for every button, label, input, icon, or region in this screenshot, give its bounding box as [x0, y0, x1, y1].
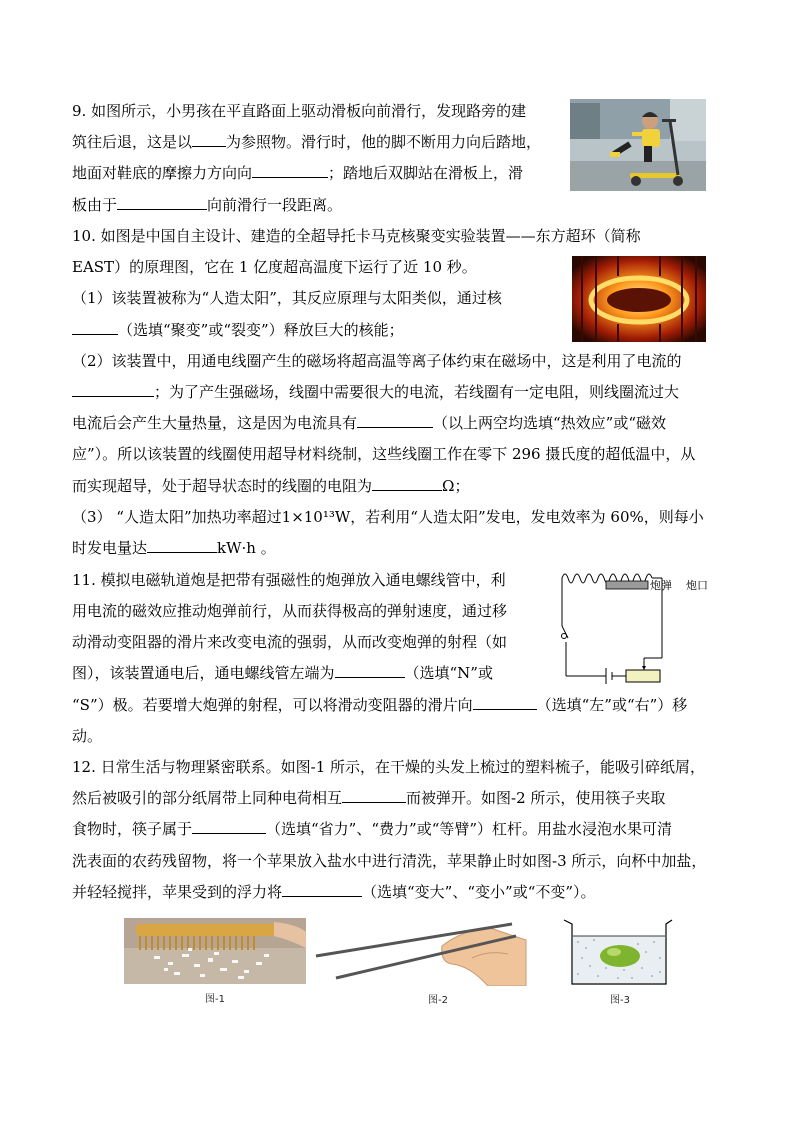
comb-paper-photo: [124, 918, 306, 984]
q11-text: （选填“左”或“右”）移: [536, 696, 688, 714]
q10-text: ；为了产生强磁场，线圈中需要很大的电流，若线圈有一定电阻，则线圈流过大: [154, 383, 680, 401]
q10-line-8: 应”）。所以该装置的线圈使用超导材料绕制，这些线圈工作在零下 296 摄氏度的超低温中，从: [72, 445, 696, 463]
chopsticks-photo: [312, 916, 532, 986]
q10-text: （选填“聚变”或“裂变”）释放巨大的核能；: [118, 321, 404, 339]
q12-text: （选填“变大”、“变小”或“不变”）。: [362, 883, 596, 901]
q10-text: Ω；: [442, 477, 470, 495]
q10-text: 电流后会产生大量热量，这是因为电流具有: [72, 414, 358, 432]
q9-text: 为参照物。滑行时，他的脚不断用力向后踏地，: [226, 133, 542, 151]
shell-label: 炮弹: [650, 579, 672, 592]
scooter-photo: [570, 99, 706, 191]
figure-2-caption: 图-2: [428, 995, 448, 1006]
q10-line-4: [72, 320, 404, 340]
q9-text: 板由于: [72, 196, 118, 214]
q9-blank-3[interactable]: [117, 195, 207, 210]
muzzle-label: 炮口: [686, 579, 708, 592]
q11-text: （选填“N”或: [404, 664, 493, 682]
q10-text: kW·h 。: [217, 539, 276, 557]
q12-line-5: [72, 882, 596, 902]
q12-text: 而被弹开。如图-2 所示，使用筷子夹取: [406, 789, 666, 807]
q9-blank-2[interactable]: [252, 163, 328, 178]
q12-line-1: 12. 日常生活与物理紧密联系。如图-1 所示，在干燥的头发上梳过的塑料梳子，能吸引碎纸屑，: [72, 758, 706, 776]
q11-line-5: [72, 695, 687, 715]
q11-blank-1[interactable]: [335, 663, 405, 678]
q9-line-1: 9. 如图所示，小男孩在平直路面上驱动滑板向前滑行，发现路旁的建: [72, 102, 527, 120]
q11-line-6: 动。: [72, 727, 103, 745]
q10-blank-1[interactable]: [72, 320, 118, 335]
q11-line-3: 动滑动变阻器的滑片来改变电流的强弱，从而改变炮弹的射程（如: [72, 633, 508, 651]
q10-line-9: [72, 476, 469, 496]
figure-3-caption: 图-3: [610, 995, 630, 1006]
q12-blank-1[interactable]: [342, 788, 406, 803]
q9-blank-1[interactable]: [192, 132, 226, 147]
q12-line-4: 洗表面的农药残留物，将一个苹果放入盐水中进行清洗，苹果静止时如图-3 所示，向杯中加盐，: [72, 852, 707, 870]
q9-text: ；踏地后双脚站在滑板上，滑: [328, 164, 524, 182]
railgun-circuit-diagram: [548, 566, 718, 688]
tokamak-photo: [572, 256, 706, 342]
q9-line-2: [72, 132, 541, 152]
q10-text: 而实现超导，处于超导状态时的线圈的电阻为: [72, 477, 373, 495]
q12-text: （选填“省力”、“费力”或“等臂”）杠杆。用盐水浸泡水果可清: [266, 820, 673, 838]
q10-line-7: [72, 413, 666, 433]
q12-text: 并轻轻搅拌，苹果受到的浮力将: [72, 883, 283, 901]
q9-text: 向前滑行一段距离。: [207, 196, 343, 214]
q9-line-3: [72, 163, 523, 183]
q11-blank-2[interactable]: [473, 695, 537, 710]
q11-text: “S”）极。若要增大炮弹的射程，可以将滑动变阻器的滑片向: [72, 696, 473, 714]
q11-line-2: 用电流的磁效应推动炮弹前行，从而获得极高的弹射速度，通过移: [72, 602, 508, 620]
q10-blank-3[interactable]: [357, 413, 433, 428]
q10-text: 时发电量达: [72, 539, 148, 557]
q12-line-3: [72, 819, 672, 839]
figure-1-caption: 图-1: [205, 994, 225, 1005]
q12-line-2: [72, 788, 665, 808]
q9-line-4: [72, 195, 342, 215]
q10-blank-4[interactable]: [372, 476, 442, 491]
q10-blank-2[interactable]: [72, 382, 154, 397]
beaker-apple-diagram: [562, 918, 674, 986]
q11-line-1: 11. 模拟电磁轨道炮是把带有强磁性的炮弹放入通电螺线管中，利: [72, 571, 506, 589]
q10-text: （以上两空均选填“热效应”或“磁效: [433, 414, 667, 432]
q10-line-11: [72, 538, 276, 558]
q11-text: 图），该装置通电后，通电螺线管左端为: [72, 664, 335, 682]
q10-line-10: （3） “人造太阳”加热功率超过1×10¹³W，若利用“人造太阳”发电，发电效率为 60%，则每小: [72, 508, 704, 526]
q12-text: 然后被吸引的部分纸屑带上同种电荷相互: [72, 789, 343, 807]
q9-text: 筑往后退，这是以: [72, 133, 193, 151]
q10-blank-5[interactable]: [147, 538, 217, 553]
q10-line-1: 10. 如图是中国自主设计、建造的全超导托卡马克核聚变实验装置——东方超环（简称: [72, 227, 641, 245]
q12-blank-2[interactable]: [192, 819, 266, 834]
q10-line-2: EAST）的原理图，它在 1 亿度超高温度下运行了近 10 秒。: [72, 258, 477, 276]
q11-line-4: [72, 663, 493, 683]
q12-text: 食物时，筷子属于: [72, 820, 193, 838]
q9-text: 地面对鞋底的摩擦力方向向: [72, 164, 253, 182]
q10-line-5: （2）该装置中，用通电线圈产生的磁场将超高温等离子体约束在磁场中，这是利用了电流的: [72, 352, 682, 370]
q10-line-6: [72, 382, 679, 402]
q10-line-3: （1）该装置被称为“人造太阳”，其反应原理与太阳类似，通过核: [72, 289, 502, 307]
q12-blank-3[interactable]: [282, 882, 362, 897]
